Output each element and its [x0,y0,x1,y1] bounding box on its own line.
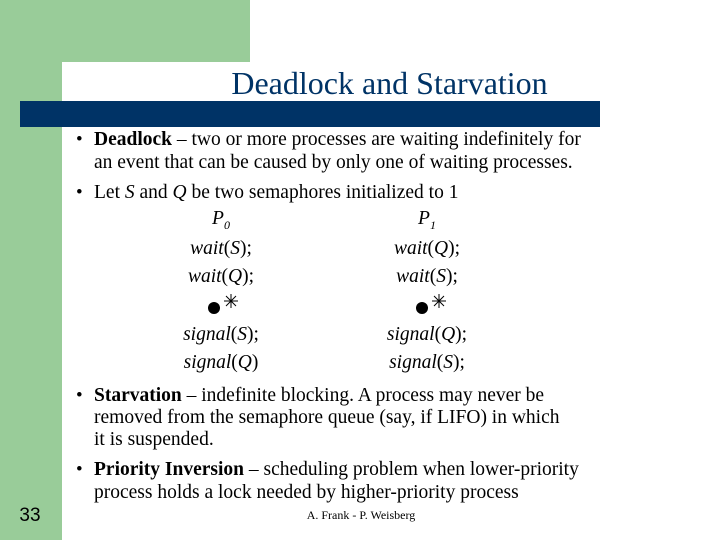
code-arg: S [230,238,240,259]
var-s: S [124,182,135,203]
bullet-text: – scheduling problem when lower-priority [244,459,579,480]
code-arg: Q [434,238,449,259]
code-arg: S [237,324,247,345]
term-priority-inversion: Priority Inversion [94,459,245,480]
process-subscript: 1 [429,217,436,232]
code-fn: signal [183,324,231,345]
p1-line5: signal(S); [389,352,465,373]
footer-author: A. Frank - P. Weisberg [306,508,416,522]
bullet-priority-line2: process holds a lock needed by higher-priority process [94,482,519,503]
bullet-starvation-line2: removed from the semaphore queue (say, if LIFO) in which [94,407,560,428]
term-starvation: Starvation [94,385,182,406]
code-arg: S [436,266,446,287]
title-underline-bar [20,101,600,127]
bullet-text: and [134,182,173,203]
bullet-marker: • [76,385,83,406]
code-end: ; [253,324,259,345]
code-arg: Q [237,352,252,373]
p0-line1: wait(S); [190,238,252,259]
p1-line1: wait(Q); [393,238,461,259]
bullet-marker: • [76,182,83,203]
code-arg: Q [441,324,456,345]
process-p0-name [146,208,296,236]
bullet-text: – indefinite blocking. A process may never be [181,385,545,406]
bullet-marker: • [76,459,83,480]
p1-line2: wait(S); [396,266,458,287]
bullet-deadlock-line1 [94,129,581,151]
process-p1-name [352,208,502,236]
code-fn: wait [393,238,428,259]
code-fn: signal [183,352,232,373]
p1-line4: signal(Q); [386,324,468,345]
code-fn: wait [190,238,224,259]
bullet-marker: • [76,129,83,150]
p0-line5: signal(Q) [183,352,259,373]
term-deadlock: Deadlock [94,129,172,150]
code-fn: wait [187,266,222,287]
code-fn: wait [396,266,430,287]
var-q: Q [172,182,187,203]
process-label: P [212,208,224,229]
code-end: ; [459,352,465,373]
p0-line4: signal(S); [183,324,259,345]
bullet-starvation-line3: it is suspended. [94,429,214,450]
decor-green-band-top [0,0,250,62]
bullet-text: Let [94,182,125,203]
bullet-starvation-line1 [94,385,544,407]
p0-line2: wait(Q); [187,266,255,287]
process-label: P [418,208,430,229]
code-end: ; [461,324,468,345]
bullet-priority-line1 [94,459,579,481]
code-arg: Q [228,266,243,287]
ellipsis-symbol-icon [412,293,452,317]
bullet-text: – two or more processes are waiting indefinitely for [172,129,581,150]
bullet-semaphores [94,182,458,204]
decor-green-band-left [0,0,62,540]
code-arg: S [443,352,453,373]
slide-number: 33 [19,505,41,526]
process-subscript: 0 [223,217,230,232]
bullet-text: be two semaphores initialized to 1 [186,182,459,203]
code-fn: signal [389,352,437,373]
code-fn: signal [386,324,435,345]
bullet-deadlock-line2: an event that can be caused by only one of waiting processes. [94,152,573,173]
slide-title: Deadlock and Starvation [231,65,548,101]
ellipsis-symbol-icon [204,293,244,317]
